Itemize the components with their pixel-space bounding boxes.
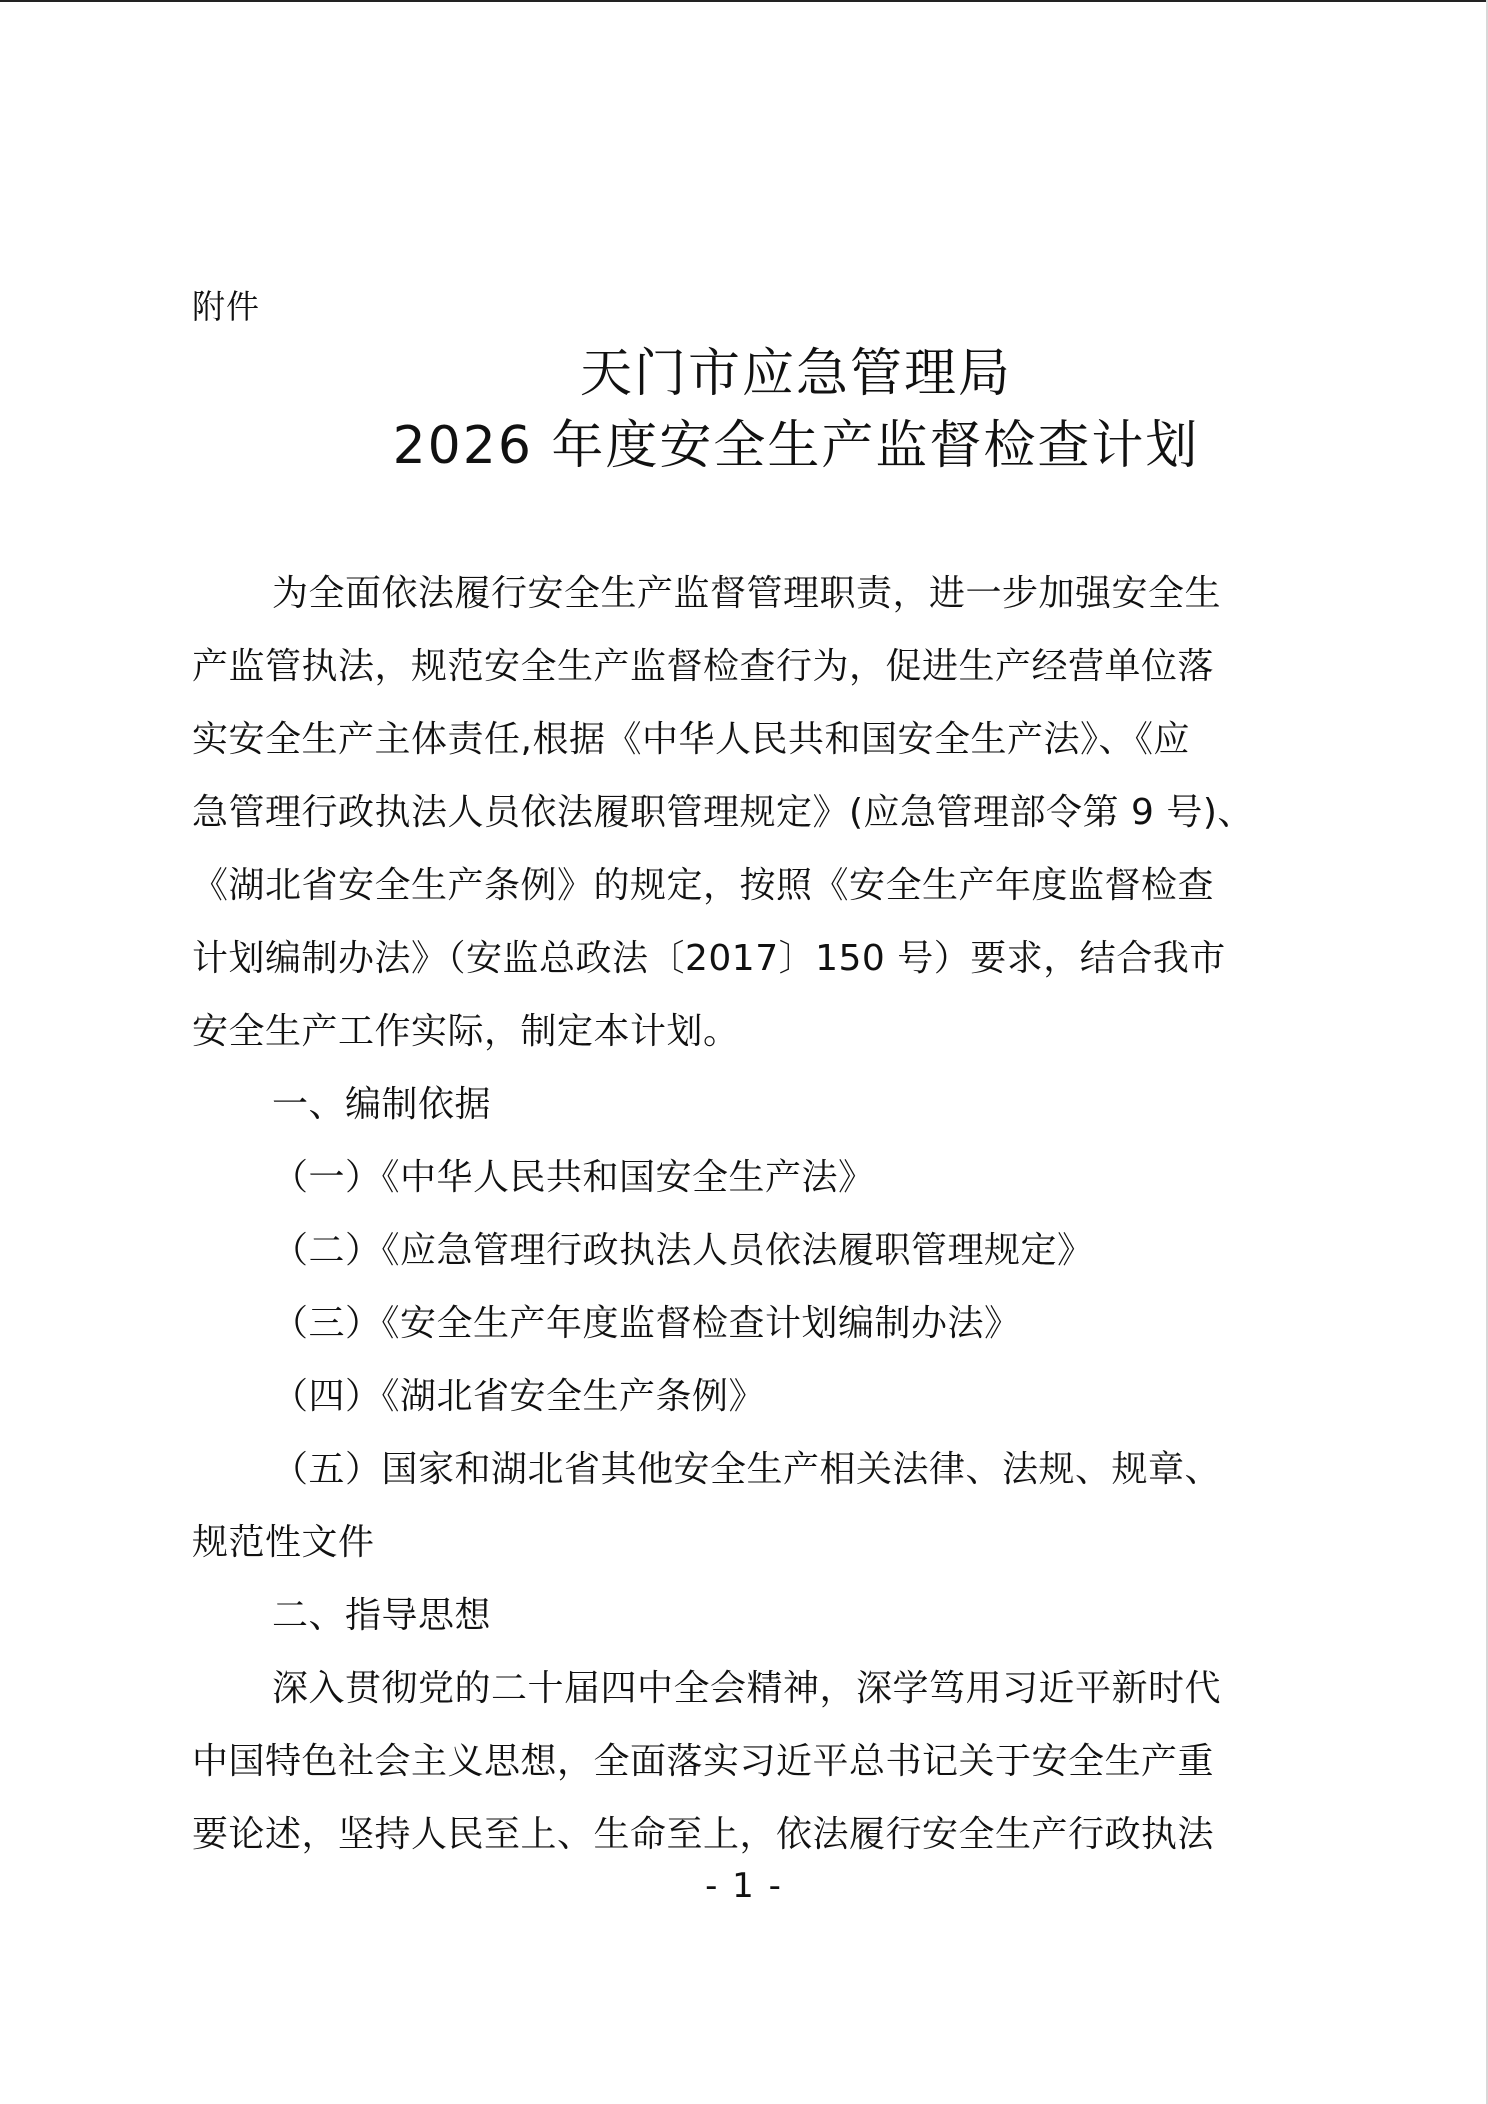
basis-item: （二）《应急管理行政执法人员依法履职管理规定》 [272,1230,1094,1271]
basis-item: （三）《安全生产年度监督检查计划编制办法》 [272,1303,1021,1344]
section-heading-guiding: 二、指导思想 [272,1595,492,1636]
basis-item: （五）国家和湖北省其他安全生产相关法律、法规、规章、 [272,1449,1222,1490]
intro-paragraph-line: 产监管执法，规范安全生产监督检查行为，促进生产经营单位落 [192,646,1215,687]
basis-item-continuation: 规范性文件 [192,1522,375,1563]
intro-paragraph-line: 为全面依法履行安全生产监督管理职责，进一步加强安全生 [272,573,1222,614]
page-number: - 1 - [705,1866,783,1906]
intro-paragraph-line: 实安全生产主体责任,根据《中华人民共和国安全生产法》、《应 [192,719,1190,760]
basis-item: （一）《中华人民共和国安全生产法》 [272,1157,875,1198]
guiding-paragraph-line: 要论述，坚持人民至上、生命至上，依法履行安全生产行政执法 [192,1814,1215,1855]
intro-paragraph-line: 急管理行政执法人员依法履职管理规定》(应急管理部令第 9 号)、 [192,792,1254,833]
guiding-paragraph-line: 深入贯彻党的二十届四中全会精神，深学笃用习近平新时代 [272,1668,1222,1709]
top-border [0,0,1488,2]
basis-item: （四）《湖北省安全生产条例》 [272,1376,766,1417]
section-heading-basis: 一、编制依据 [272,1084,492,1125]
intro-paragraph-line: 《湖北省安全生产条例》的规定，按照《安全生产年度监督检查 [192,865,1215,906]
intro-paragraph-line: 计划编制办法》（安监总政法〔2017〕150 号）要求，结合我市 [192,938,1226,979]
document-title-line1: 天门市应急管理局 [579,344,1012,404]
attachment-label: 附件 [192,287,260,326]
document-title-line2: 2026 年度安全生产监督检查计划 [392,416,1200,476]
guiding-paragraph-line: 中国特色社会主义思想，全面落实习近平总书记关于安全生产重 [192,1741,1215,1782]
intro-paragraph-line: 安全生产工作实际，制定本计划。 [192,1011,740,1052]
